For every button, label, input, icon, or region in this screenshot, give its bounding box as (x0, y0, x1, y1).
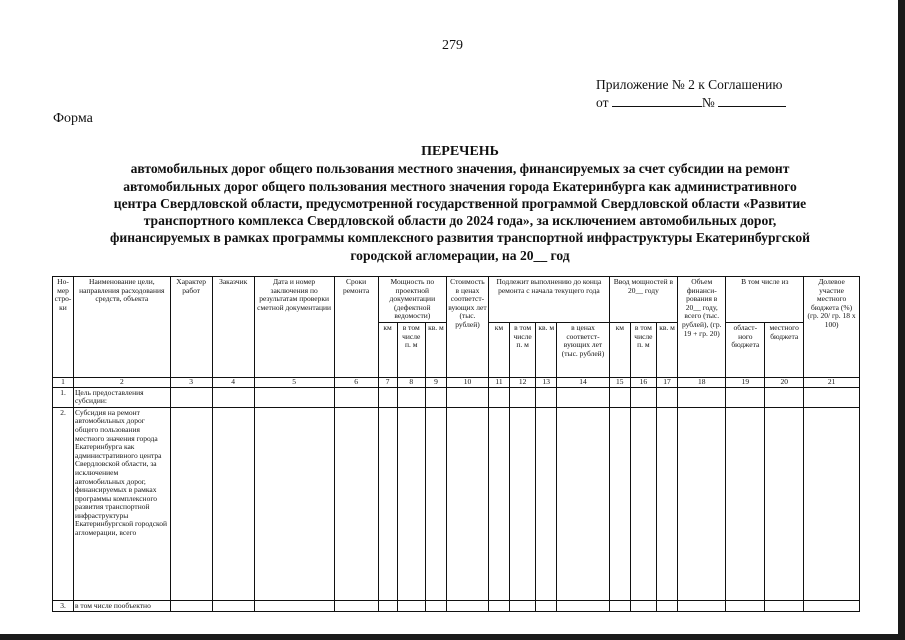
col-header-funding: Объем финанси-рования в 20__ году, всего (тыс. рублей), (гр. 19 + гр. 20) (678, 277, 726, 378)
col-header-name: Наименование цели, направления расходования средств, объекта (74, 277, 171, 378)
table-row (53, 600, 860, 612)
col-header-customer: Заказчик (212, 277, 254, 378)
col-header-capacity-incl: в том числе п. м (397, 322, 425, 377)
col-header-row-number: Но-мер стро-ки (53, 277, 74, 378)
column-number: 13 (536, 377, 557, 387)
col-header-share: Долевое участие местного бюджета (%) (гр. 20/ гр. 18 x 100) (804, 277, 860, 378)
column-number: 14 (557, 377, 610, 387)
col-header-repair-prices: в ценах соответст-вующих лет (тыс. рублей) (557, 322, 610, 377)
row-number-cell: 3. (53, 600, 74, 612)
header-row-top (53, 277, 860, 323)
title-line: автомобильных дорог общего пользования местного значения города Екатеринбурга как административного (123, 178, 797, 194)
col-header-repair-m2: кв. м (536, 322, 557, 377)
row-number-cell: 1. (53, 387, 74, 407)
annex-date-blank (612, 93, 702, 107)
column-number: 2 (74, 377, 171, 387)
col-header-commission-group: Ввод мощностей в 20__ году (609, 277, 677, 323)
annex-number-label: № (701, 95, 715, 110)
column-number: 21 (804, 377, 860, 387)
column-number-row (53, 377, 860, 387)
column-number: 3 (170, 377, 212, 387)
col-header-repair-km: км (488, 322, 509, 377)
column-number: 12 (509, 377, 535, 387)
col-header-capacity-m2: кв. м (425, 322, 446, 377)
title-line: центра Свердловской области, предусмотренной государственной программой Свердловской области «Развитие (113, 195, 807, 211)
col-header-repair-group: Подлежит выполнению до конца ремонта с начала текущего года (488, 277, 609, 323)
form-label: Форма (53, 111, 93, 126)
col-header-repair-incl: в том числе п. м (509, 322, 535, 377)
row-name-cell: в том числе пообъектно (74, 600, 171, 612)
col-header-terms: Сроки ремонта (334, 277, 378, 378)
col-header-regional-budget: област-ного бюджета (726, 322, 765, 377)
column-number: 7 (378, 377, 397, 387)
column-number: 6 (334, 377, 378, 387)
title-line: автомобильных дорог общего пользования местного значения, финансируемых за счет субсидии на ремонт (130, 161, 790, 177)
column-number: 9 (425, 377, 446, 387)
scan-border-right (898, 0, 905, 640)
title-line: финансируемых в рамках программы комплексного развития транспортной инфраструктуры Екатеринбургской (109, 230, 811, 246)
col-header-conclusion: Дата и номер заключения по результатам проверки сметной документации (254, 277, 334, 378)
column-number: 19 (726, 377, 765, 387)
annex-title: Приложение № 2 к Соглашению (596, 77, 783, 92)
title-line: городской агломерации, на 20__ год (350, 247, 570, 263)
column-number: 5 (254, 377, 334, 387)
col-header-commission-incl: в том числе п. м (630, 322, 656, 377)
column-number: 1 (53, 377, 74, 387)
column-number: 16 (630, 377, 656, 387)
column-number: 17 (657, 377, 678, 387)
table-row (53, 407, 860, 600)
col-header-capacity-km: км (378, 322, 397, 377)
annex-date-number-line (596, 93, 786, 111)
column-number: 8 (397, 377, 425, 387)
col-header-including-group: В том числе из (726, 277, 804, 323)
title-line: транспортного комплекса Свердловской области до 2024 года», за исключением автомобильных дорог, (143, 213, 777, 229)
table-row (53, 387, 860, 407)
row-number-cell: 2. (53, 407, 74, 600)
annex-from-label: от (596, 95, 609, 110)
column-number: 4 (212, 377, 254, 387)
col-header-work-type: Характер работ (170, 277, 212, 378)
col-header-commission-km: км (609, 322, 630, 377)
column-number: 11 (488, 377, 509, 387)
col-header-capacity-group: Мощность по проектной документации (дефектной ведомости) (378, 277, 446, 323)
col-header-local-budget: местного бюджета (765, 322, 804, 377)
row-name-cell: Цель предоставления субсидии: (74, 387, 171, 407)
column-number: 15 (609, 377, 630, 387)
col-header-cost: Стоимость в ценах соответст-вующих лет (тыс. рублей) (446, 277, 488, 378)
roads-list-table (52, 276, 860, 612)
column-number: 10 (446, 377, 488, 387)
col-header-commission-m2: кв. м (657, 322, 678, 377)
title-heading: ПЕРЕЧЕНЬ (421, 144, 499, 159)
column-number: 20 (765, 377, 804, 387)
page-number: 279 (442, 38, 463, 53)
document-title (40, 143, 880, 264)
annex-reference (596, 76, 786, 111)
scan-border-bottom (0, 634, 905, 640)
row-name-cell: Субсидия на ремонт автомобильных дорог общего пользования местного значения города Екатеринбурга как административного центра Свердловской области, за исключением автомобильных дорог, финансируемых в рамках программы комплексного развития транспортной инфраструктуры Екатеринбургской городской агломерации, всего (74, 407, 171, 600)
annex-number-blank (718, 93, 786, 107)
column-number: 18 (678, 377, 726, 387)
